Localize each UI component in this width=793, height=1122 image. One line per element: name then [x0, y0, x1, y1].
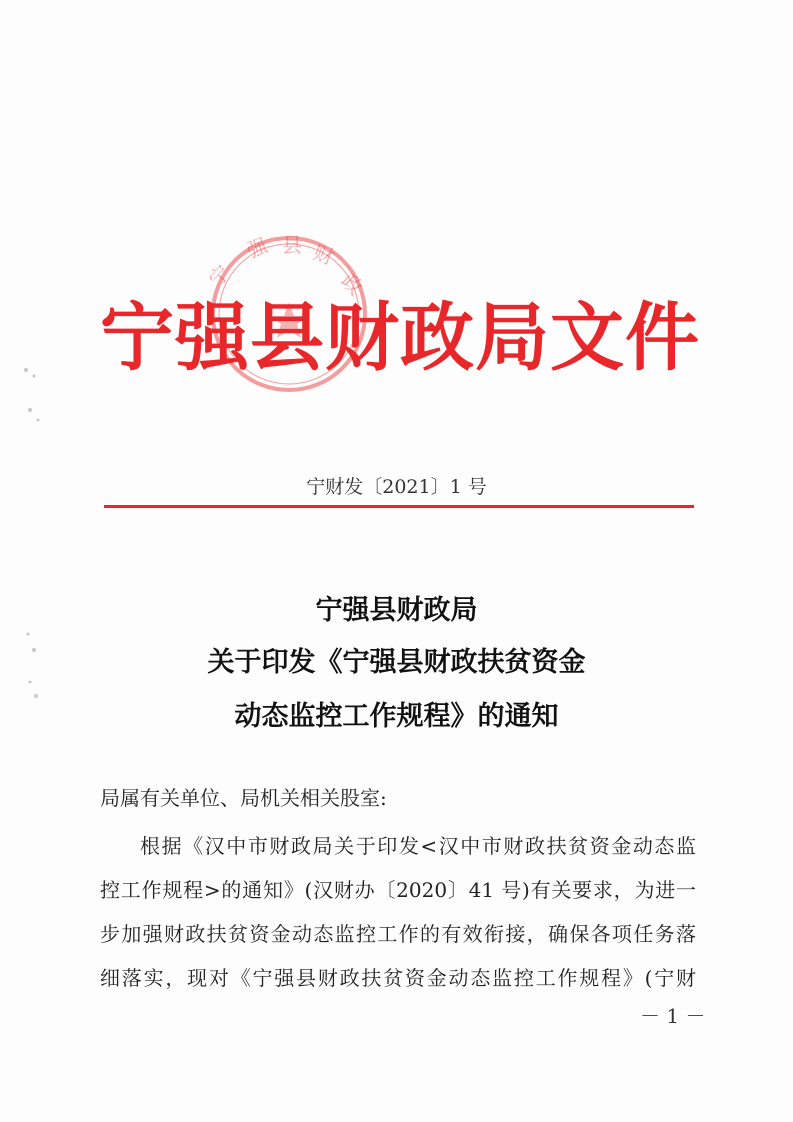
svg-text:宁: 宁	[203, 260, 236, 292]
document-number: 宁财发〔2021〕1 号	[306, 476, 487, 498]
red-separator-line	[104, 505, 694, 508]
svg-text:财: 财	[310, 240, 338, 270]
scan-margin-mark	[12, 620, 52, 730]
scan-margin-mark	[12, 350, 52, 460]
body-text-line-1: 根据《汉中市财政局关于印发<汉中市财政扶贫资金动态监	[140, 834, 696, 858]
notice-title-line-3: 动态监控工作规程》的通知	[234, 701, 559, 732]
body-text-line-3: 步加强财政扶贫资金动态监控工作的有效衔接，确保各项任务落	[100, 922, 696, 946]
notice-title-line-2: 关于印发《宁强县财政扶贫资金	[207, 647, 586, 678]
svg-text:政: 政	[336, 268, 368, 300]
page-number: － 1 －	[640, 1004, 706, 1028]
notice-title-line-1: 宁强县财政局	[315, 595, 478, 626]
body-text-line-4: 细落实，现对《宁强县财政扶贫资金动态监控工作规程》(宁财	[100, 966, 696, 990]
svg-text:县: 县	[282, 233, 302, 257]
addressee-line: 局属有关单位、局机关相关股室:	[100, 786, 387, 810]
document-masthead: 宁强县财政局文件	[100, 295, 700, 381]
svg-text:强: 强	[243, 233, 271, 263]
body-text-line-2: 控工作规程>的通知》(汉财办〔2020〕41 号)有关要求，为进一	[100, 878, 696, 902]
